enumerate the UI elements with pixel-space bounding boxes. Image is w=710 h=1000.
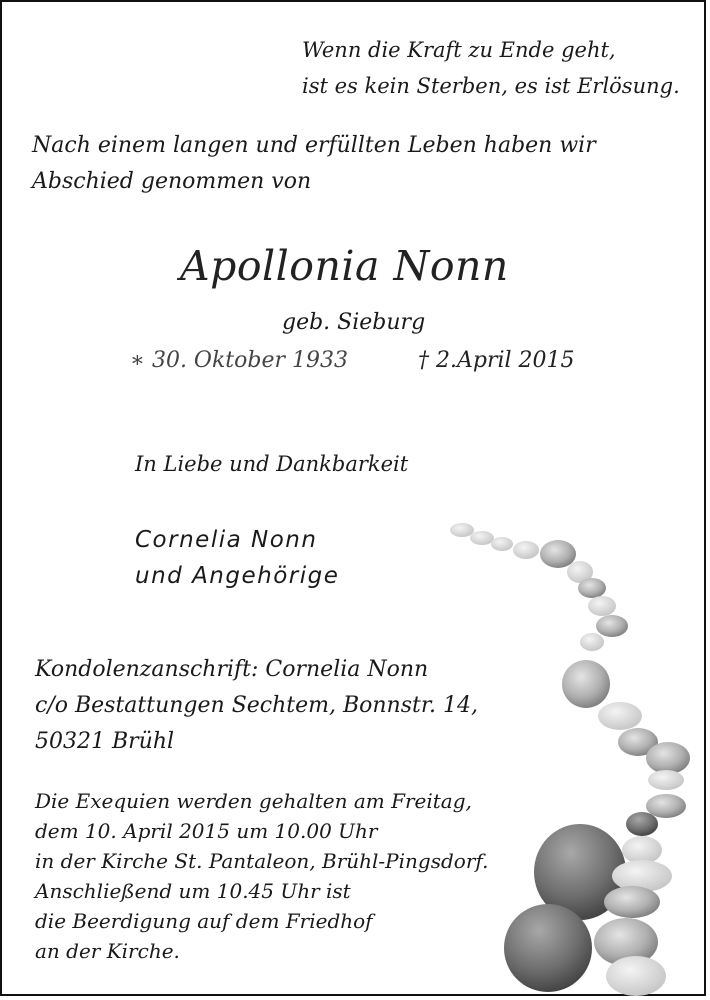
stone-path-image (442, 512, 710, 996)
condolence-address (35, 652, 478, 760)
motto-verse (302, 32, 680, 104)
intro-line: Abschied genommen von (32, 169, 312, 194)
service-line: Anschließend um 10.45 Uhr ist (35, 879, 351, 903)
deceased-name: Apollonia Nonn (180, 242, 509, 290)
intro-line: Nach einem langen und erfüllten Leben haben wir (32, 133, 596, 158)
thanks-line: In Liebe und Dankbarkeit (135, 452, 409, 476)
address-line: 50321 Brühl (35, 729, 175, 754)
address-line: Kondolenzanschrift: Cornelia Nonn (35, 657, 429, 682)
motto-line: Wenn die Kraft zu Ende geht, (302, 38, 616, 62)
service-line: dem 10. April 2015 um 10.00 Uhr (35, 819, 378, 843)
intro-text (32, 128, 596, 200)
address-line: c/o Bestattungen Sechtem, Bonnstr. 14, (35, 693, 478, 718)
birth-name: geb. Sieburg (282, 310, 426, 335)
service-line: die Beerdigung auf dem Friedhof (35, 909, 373, 933)
mourner-line: und Angehörige (135, 563, 340, 589)
service-line: in der Kirche St. Pantaleon, Brühl-Pingsdorf. (35, 849, 489, 873)
service-line: an der Kirche. (35, 939, 180, 963)
service-line: Die Exequien werden gehalten am Freitag, (35, 789, 472, 813)
mourners (135, 522, 339, 594)
death-date: † 2.April 2015 (418, 348, 575, 373)
birth-date: ∗ 30. Oktober 1933 (130, 348, 348, 373)
motto-line: ist es kein Sterben, es ist Erlösung. (302, 74, 680, 98)
funeral-service-info (35, 786, 488, 966)
mourner-line: Cornelia Nonn (135, 527, 318, 553)
